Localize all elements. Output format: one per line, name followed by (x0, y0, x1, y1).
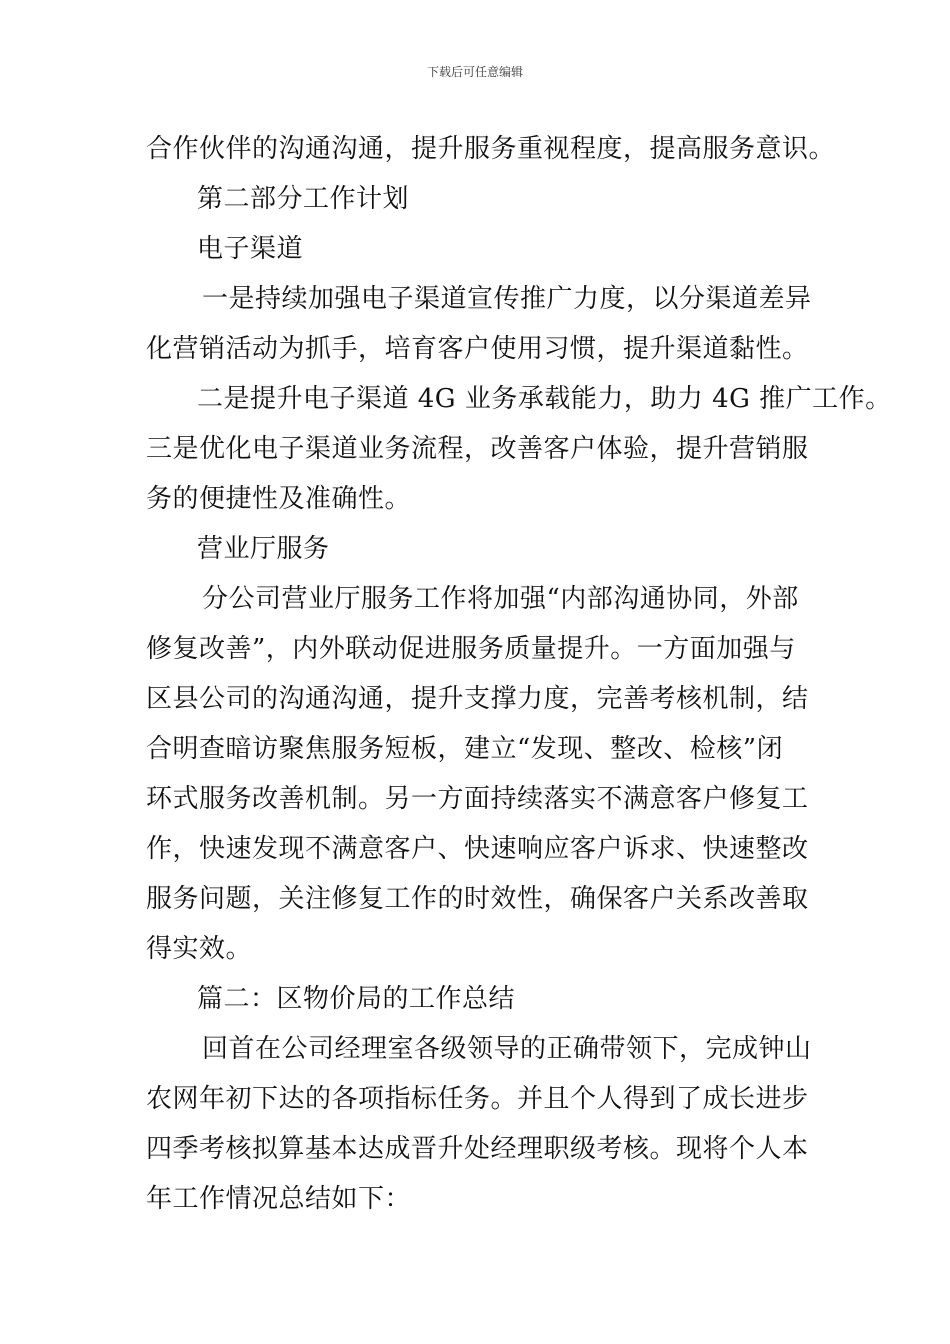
text-line: 农网年初下达的各项指标任务。并且个人得到了成长进步 (146, 1084, 809, 1114)
text-line: 回首在公司经理室各级领导的正确带领下，完成钟山 (202, 1034, 812, 1064)
text-line: 四季考核拟算基本达成晋升处经理职级考核。现将个人本 (146, 1134, 809, 1164)
text-line: 服务问题，关注修复工作的时效性，确保客户关系改善取 (146, 884, 809, 914)
section-heading: 篇二：区物价局的工作总结 (197, 984, 516, 1014)
text-line: 作，快速发现不满意客户、快速响应客户诉求、快速整改 (146, 834, 809, 864)
text-line: 化营销活动为抓手，培育客户使用习惯，提升渠道黏性。 (146, 334, 809, 364)
text-line: 合明查暗访聚焦服务短板，建立“发现、整改、检核”闭 (146, 734, 784, 764)
text-line: 环式服务改善机制。另一方面持续落实不满意客户修复工 (146, 784, 809, 814)
text-line: 三是优化电子渠道业务流程，改善客户体验，提升营销服 (146, 434, 809, 464)
text-line: 年工作情况总结如下： (146, 1184, 412, 1214)
document-body (146, 124, 892, 1224)
text-line: 得实效。 (146, 934, 253, 964)
text-line: 修复改善”，内外联动促进服务质量提升。一方面加强与 (146, 634, 796, 664)
text-line: 一是持续加强电子渠道宣传推广力度，以分渠道差异 (202, 284, 812, 314)
text-line: 务的便捷性及准确性。 (146, 484, 412, 514)
section-heading: 第二部分工作计划 (197, 184, 410, 214)
subsection-heading: 营业厅服务 (197, 534, 330, 564)
page-header: 下载后可任意编辑 (426, 65, 523, 79)
text-line: 区县公司的沟通沟通，提升支撑力度，完善考核机制，结 (146, 684, 809, 714)
subsection-heading: 电子渠道 (197, 234, 304, 264)
text-line: 合作伙伴的沟通沟通，提升服务重视程度，提高服务意识。 (146, 134, 836, 164)
text-line: 二是提升电子渠道 4G 业务承载能力，助力 4G 推广工作。 (197, 384, 892, 414)
text-line: 分公司营业厅服务工作将加强“内部沟通协同，外部 (202, 584, 799, 614)
